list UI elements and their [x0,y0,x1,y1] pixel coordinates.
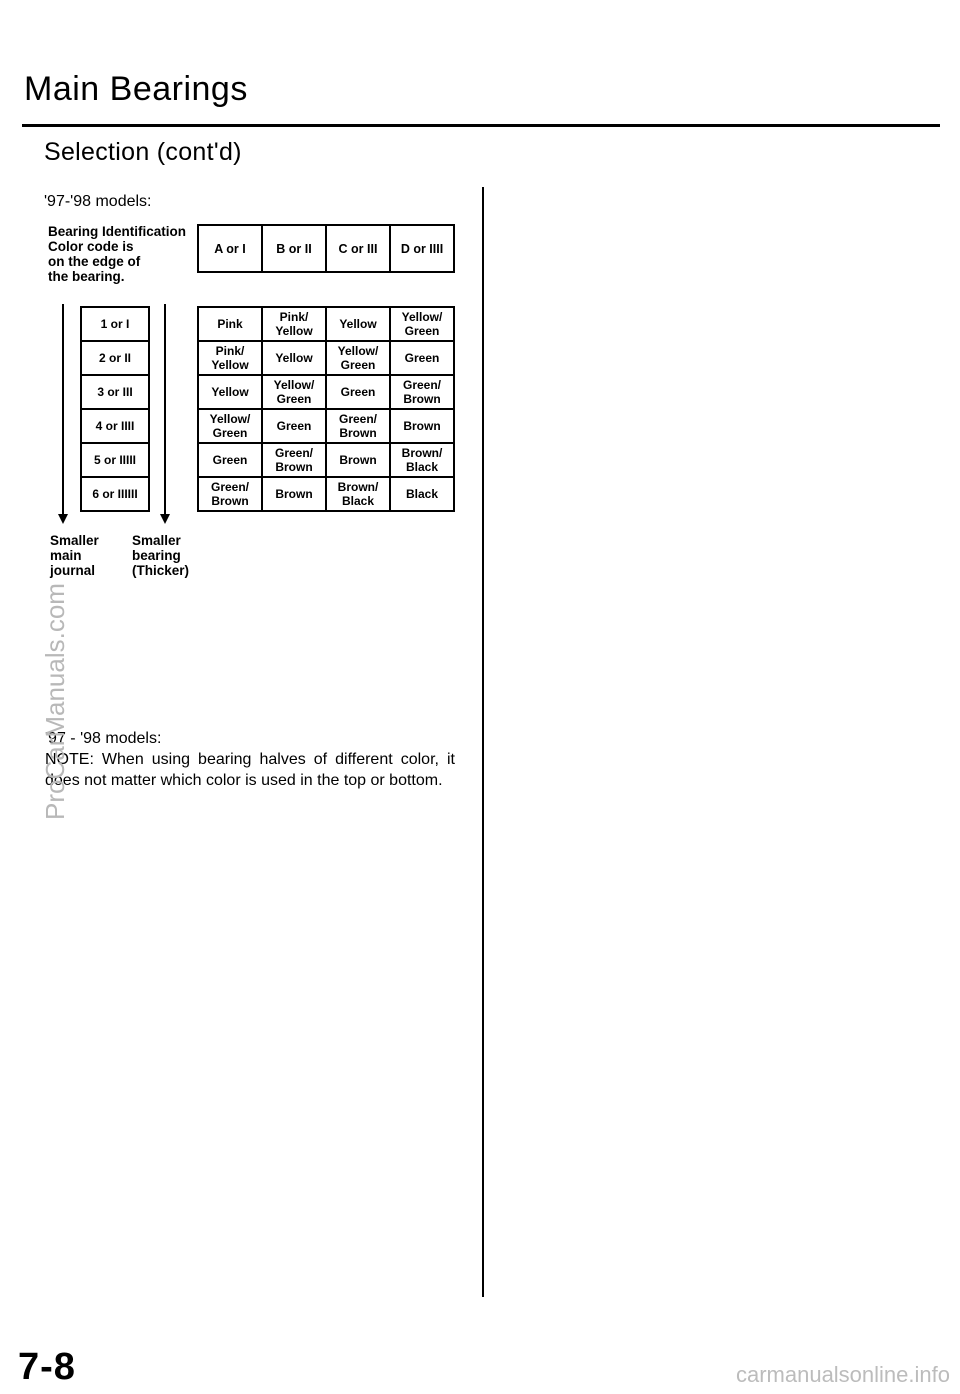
page-title: Main Bearings [24,70,248,108]
note-block [45,728,455,791]
caption-line: Smaller [132,533,181,548]
color-cell [262,307,326,341]
color-cell [390,477,454,511]
bearing-id-line: on the edge of [48,254,141,269]
color-cell [326,443,390,477]
color-cell-line: Green [212,426,248,440]
note-heading: '97 - '98 models: [45,730,162,747]
color-cell [326,477,390,511]
row-header: 3 or III [81,375,149,409]
color-cell-line: Green/ [402,378,441,392]
color-cell [198,477,262,511]
color-cell-line: Black [405,487,439,501]
color-cell-line: Yellow/ [273,378,315,392]
caption-line: (Thicker) [132,563,190,578]
section-subtitle: Selection (cont'd) [44,138,242,166]
bearing-id-line: Color code is [48,239,134,254]
color-cell [262,443,326,477]
journal-size-arrow [62,304,64,516]
color-cell-line: Brown/ [337,480,379,494]
color-cell [390,375,454,409]
arrow-down-icon [58,514,68,524]
note-text: NOTE: When using bearing halves of different color, it does not matter which color is used in the top or bottom. [45,751,455,789]
caption-line: journal [50,563,96,578]
caption-line: Smaller [50,533,99,548]
models-label: '97-'98 models: [44,193,152,210]
color-cell-line: Brown [403,419,441,433]
color-cell [262,409,326,443]
color-cell [326,409,390,443]
color-cell [390,307,454,341]
column-header: A or I [198,225,262,272]
table-row [81,477,149,511]
table-row [81,307,149,341]
color-cell-line: Yellow/ [209,412,251,426]
color-cell-line: Green [276,419,312,433]
row-header: 1 or I [81,307,149,341]
bearing-identification-note [48,224,186,284]
arrow-down-icon [160,514,170,524]
color-cell-line: Brown [339,453,377,467]
color-cell-line: Yellow/ [401,310,443,324]
table-row [81,409,149,443]
table-row [81,375,149,409]
color-cell-line: Yellow [275,351,313,365]
color-cell-line: Green/ [210,480,249,494]
color-cell [390,443,454,477]
footer-site: carmanualsonline.info [735,1362,950,1387]
table-row [198,375,454,409]
row-header: 4 or IIII [81,409,149,443]
watermark: ProCarManuals.com [40,583,70,820]
color-cell [390,341,454,375]
color-cell [326,341,390,375]
color-cell-line: Green [340,385,376,399]
table-row [81,341,149,375]
color-cell-line: Green [212,453,248,467]
color-cell-line: Yellow [339,317,377,331]
color-cell-line: Pink [217,317,243,331]
table-row [198,477,454,511]
color-cell-line: Yellow/ [337,344,379,358]
column-header: D or IIII [390,225,454,272]
row-header: 2 or II [81,341,149,375]
color-cell-line: Black [341,494,375,508]
color-cell-line: Black [405,460,439,474]
bearing-id-line: Bearing Identification [48,224,187,239]
color-cell-line: Brown/ [401,446,443,460]
color-cell-line: Green/ [274,446,313,460]
table-row [198,409,454,443]
color-cell-line: Yellow [211,358,249,372]
bearing-code-header-table [197,224,455,273]
header-row [198,225,454,272]
color-cell-line: Yellow [211,385,249,399]
color-cell [262,477,326,511]
smaller-main-journal-caption [50,533,99,578]
smaller-bearing-caption [132,533,189,578]
color-cell [262,341,326,375]
bearing-color-table [197,306,455,512]
color-cell [326,307,390,341]
color-cell-line: Green/ [338,412,377,426]
color-cell-line: Yellow [275,324,313,338]
bearing-id-line: the bearing. [48,269,125,284]
color-cell-line: Green [404,324,440,338]
caption-line: bearing [132,548,181,563]
caption-line: main [50,548,82,563]
column-header: B or II [262,225,326,272]
bearing-thickness-arrow [164,304,166,516]
color-cell [198,375,262,409]
color-cell [198,341,262,375]
row-header: 5 or IIIII [81,443,149,477]
color-cell [198,307,262,341]
color-cell-line: Green [276,392,312,406]
color-cell [326,375,390,409]
color-cell-line: Brown [403,392,441,406]
color-cell-line: Green [340,358,376,372]
color-cell-line: Brown [211,494,249,508]
color-cell [390,409,454,443]
title-divider [22,124,940,127]
color-cell-line: Brown [339,426,377,440]
color-cell-line: Brown [275,460,313,474]
table-row [198,443,454,477]
color-cell-line: Brown [275,487,313,501]
color-cell [262,375,326,409]
column-header: C or III [326,225,390,272]
color-cell-line: Pink/ [279,310,309,324]
color-cell [198,443,262,477]
column-divider [482,187,484,1297]
table-row [81,443,149,477]
row-header: 6 or IIIIII [81,477,149,511]
color-cell-line: Green [404,351,440,365]
color-cell-line: Pink/ [215,344,245,358]
table-row [198,341,454,375]
journal-code-table [80,306,150,512]
page-number: 7-8 [18,1346,76,1388]
color-cell [198,409,262,443]
table-row [198,307,454,341]
